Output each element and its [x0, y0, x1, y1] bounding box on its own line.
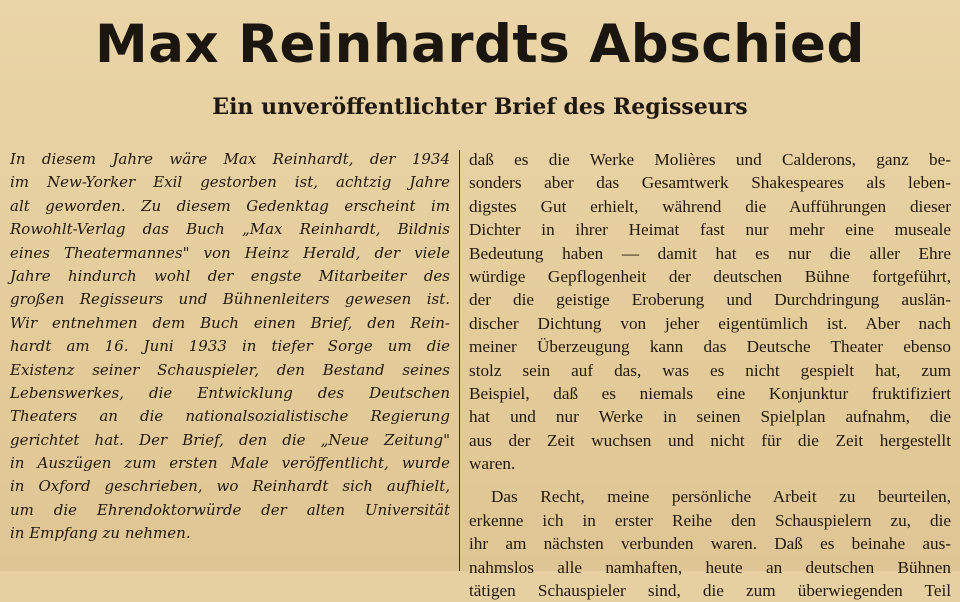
letter-line: würdige Gepflogenheit der deutschen Bühne fortgeführt, — [469, 266, 951, 286]
letter-line: aus der Zeit wuchsen und nicht für die Zeit hergestellt — [469, 430, 951, 450]
headline: Max Reinhardts Abschied — [95, 14, 865, 75]
intro-line: in Oxford geschrieben, wo Reinhardt sich aufhielt, — [10, 477, 450, 496]
letter-line: erkenne ich in erster Reihe den Schauspielern zu, die — [469, 510, 951, 530]
intro-line: in Empfang zu nehmen. — [10, 524, 191, 543]
intro-line: großen Regisseurs und Bühnenleiters gewesen ist. — [10, 290, 450, 309]
intro-line: Existenz seiner Schauspieler, den Bestand seines — [10, 360, 450, 379]
letter-line: sonders aber das Gesamtwerk Shakespeares als leben- — [469, 173, 951, 193]
letter-line: nahmslos alle namhaften, heute an deutschen Bühnen — [469, 557, 951, 577]
intro-line: gerichtet hat. Der Brief, den die „Neue Zeitung" — [10, 430, 450, 449]
letter-line: ihr am nächsten verbunden waren. Daß es beinahe aus- — [469, 534, 951, 554]
letter-line: discher Dichtung von jeher eigentümlich ist. Aber nach — [469, 313, 951, 333]
intro-line: eines Theatermannes" von Heinz Herald, der viele — [10, 243, 450, 262]
letter-line: daß es die Werke Molières und Calderons, ganz be- — [469, 150, 951, 169]
letter-line: waren. — [469, 454, 516, 474]
intro-line: alt geworden. Zu diesem Gedenktag erscheint im — [10, 196, 450, 215]
letter-line: Bedeutung haben — damit hat es nur die aller Ehre — [469, 243, 951, 263]
letter-line: Dichter in ihrer Heimat fast nur mehr eine museale — [469, 220, 951, 240]
letter-line: tätigen Schauspieler sind, die zum überwiegenden Teil — [469, 581, 951, 601]
paragraph-gap — [469, 475, 951, 485]
letter-line: der die geistige Eroberung und Durchdringung auslän- — [469, 290, 951, 310]
intro-line: Wir entnehmen dem Buch einen Brief, den Rein- — [10, 313, 450, 332]
subheadline: Ein unveröffentlichter Brief des Regisseurs — [212, 94, 748, 120]
column-rule — [459, 150, 460, 571]
intro-line: In diesem Jahre wäre Max Reinhardt, der 1934 — [10, 150, 450, 168]
intro-line: um die Ehrendoktorwürde der alten Universität — [10, 500, 450, 519]
letter-line: Das Recht, meine persönliche Arbeit zu beurteilen, — [491, 487, 951, 507]
intro-line: hardt am 16. Juni 1933 in tiefer Sorge um die — [10, 337, 450, 356]
intro-line: Jahre hindurch wohl der engste Mitarbeiter des — [10, 266, 450, 285]
letter-line: hat und nur Werke in seinen Spielplan aufnahm, die — [469, 407, 951, 427]
intro-column — [10, 148, 450, 546]
intro-line: Theaters an die nationalsozialistische Regierung — [10, 407, 450, 426]
intro-line: in Auszügen zum ersten Male veröffentlicht, wurde — [10, 454, 450, 473]
letter-line: stolz sein auf das, was es nicht gespielt hat, zum — [469, 360, 951, 380]
letter-column — [469, 148, 951, 602]
letter-line: Beispiel, daß es niemals eine Konjunktur fruktifiziert — [469, 383, 951, 403]
intro-line: Lebenswerkes, die Entwicklung des Deutschen — [10, 383, 450, 402]
intro-line: im New-Yorker Exil gestorben ist, achtzig Jahre — [10, 173, 450, 192]
letter-line: meiner Überzeugung kann das Deutsche Theater ebenso — [469, 337, 951, 357]
letter-line: digstes Gut erhielt, während die Aufführungen dieser — [469, 196, 951, 216]
intro-line: Rowohlt-Verlag das Buch „Max Reinhardt, Bildnis — [10, 220, 450, 239]
